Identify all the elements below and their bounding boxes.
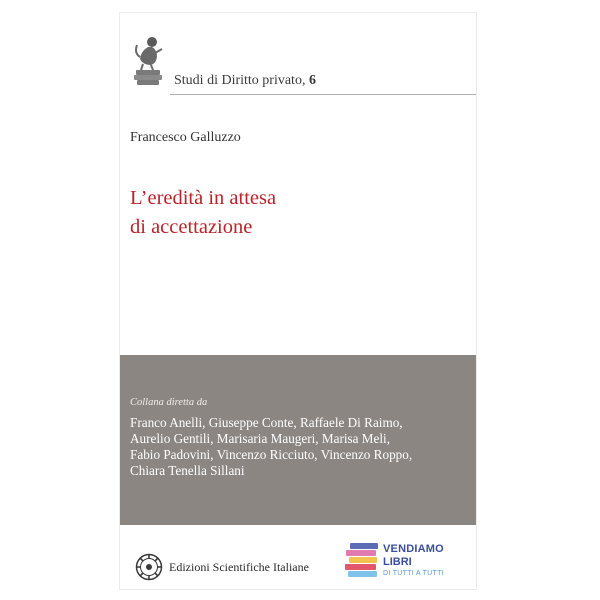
book-cover — [120, 13, 476, 589]
series-number: 6 — [308, 73, 316, 88]
header-rule — [170, 94, 476, 95]
book-stack-icon — [344, 541, 380, 581]
badge-line-2: LIBRI — [383, 556, 412, 568]
editors-line-2: Aurelio Gentili, Marisaria Maugeri, Marisa Meli, — [130, 431, 391, 446]
badge-line-1: VENDIAMO — [383, 543, 444, 555]
monkey-emblem-icon — [131, 35, 165, 87]
series-title: Studi di Diritto privato, 6 — [174, 73, 316, 88]
book-title — [130, 184, 276, 242]
editors-line-4: Chiara Tenella Sillani — [130, 463, 245, 478]
badge-line-3: DI TUTTI A TUTTI — [383, 570, 444, 577]
series-name: Studi di Diritto privato — [174, 73, 302, 88]
book-title-line-2: di accettazione — [130, 216, 253, 238]
collana-label: Collana diretta da — [130, 397, 208, 408]
editors-line-1: Franco Anelli, Giuseppe Conte, Raffaele Di Raimo, — [130, 415, 403, 430]
publisher-emblem-icon — [135, 553, 163, 581]
editors-list — [130, 415, 412, 479]
vendiamo-libri-badge — [344, 539, 444, 589]
publisher-name: Edizioni Scientifiche Italiane — [169, 560, 309, 574]
book-title-line-1: L’eredità in attesa — [130, 187, 277, 209]
editors-line-3: Fabio Padovini, Vincenzo Ricciuto, Vincenzo Roppo, — [130, 447, 413, 462]
author-name: Francesco Galluzzo — [130, 130, 241, 145]
